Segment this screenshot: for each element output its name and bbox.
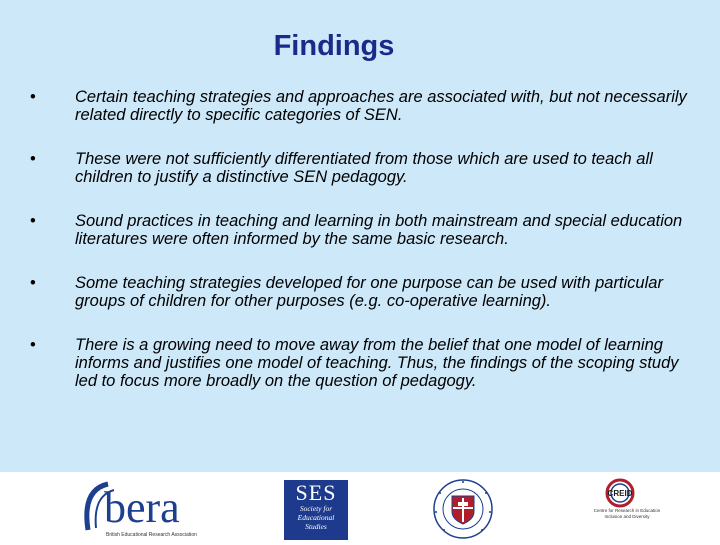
bullet-list <box>30 88 690 416</box>
bullet-text: Sound practices in teaching and learning in both mainstream and special education literatures were often informed by the same basic research. <box>75 212 683 248</box>
bullet-item <box>30 274 690 310</box>
bullet-marker: • <box>30 150 36 168</box>
bullet-marker: • <box>30 88 36 106</box>
bera-logo <box>78 480 208 536</box>
bullet-item <box>30 212 690 248</box>
bullet-marker: • <box>30 212 36 230</box>
university-crest-icon <box>430 478 496 540</box>
bullet-marker: • <box>30 274 36 292</box>
bullet-item <box>30 88 690 124</box>
ses-acronym: SES <box>295 480 337 505</box>
bera-tagline: British Educational Research Association <box>106 532 197 538</box>
bullet-text: These were not sufficiently differentiated from those which are used to teach all children to justify a distinctive SEN pedagogy. <box>75 150 653 186</box>
creid-subtitle: Centre for Research in Education Inclusion and Diversity <box>593 508 661 519</box>
bullet-item <box>30 150 690 186</box>
creid-logo <box>578 478 662 540</box>
ses-logo <box>284 480 348 540</box>
bullet-text: There is a growing need to move away from the belief that one model of learning informs and justifies one model of teaching. Thus, the findings of the scoping study led to focus more broadly on the question of pedagogy. <box>75 336 679 390</box>
ses-line-1: Society for <box>299 504 333 513</box>
bullet-marker: • <box>30 336 36 354</box>
logo-bar <box>0 472 720 540</box>
bera-wordmark: bera <box>104 483 180 532</box>
university-seal-logo <box>430 478 496 540</box>
bullet-text: Certain teaching strategies and approaches are associated with, but not necessarily related directly to specific categories of SEN. <box>75 88 687 124</box>
ses-line-2: Educational <box>297 513 335 522</box>
creid-emblem-icon <box>600 478 640 508</box>
creid-acronym: CREID <box>607 489 633 498</box>
bullet-text: Some teaching strategies developed for one purpose can be used with particular groups of children for other purposes (e.g. co-operative learning). <box>75 274 663 310</box>
slide-title: Findings <box>273 30 395 62</box>
ses-line-3: Studies <box>305 522 327 531</box>
bullet-item <box>30 336 690 390</box>
